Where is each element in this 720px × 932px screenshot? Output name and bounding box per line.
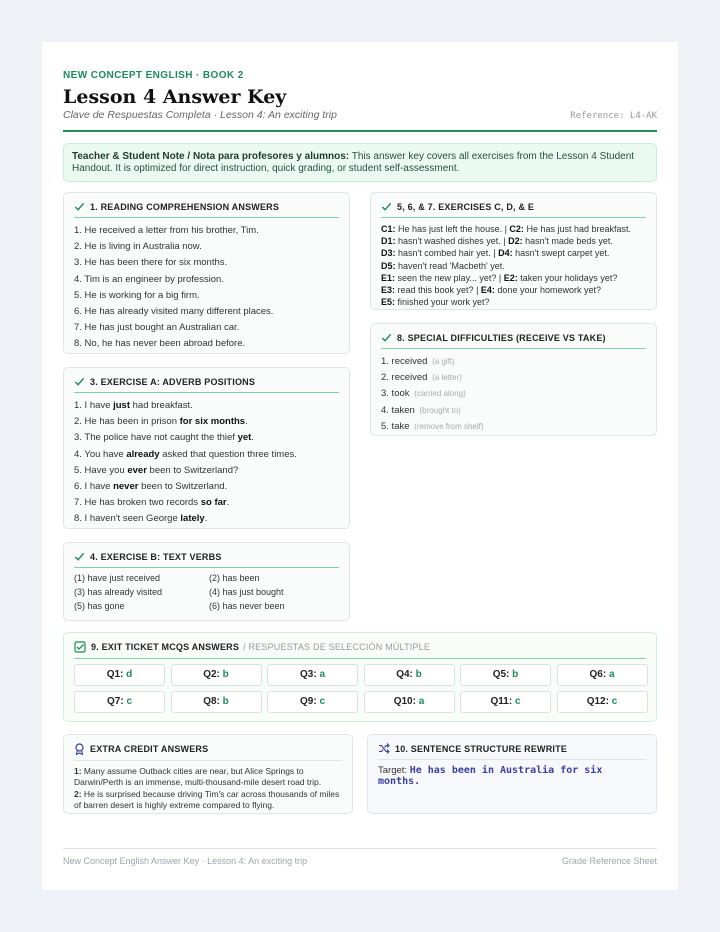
exercise-line (381, 247, 646, 259)
list-item: 3. He has been there for six months. (74, 257, 228, 269)
adverb-highlight: for six months (179, 416, 246, 428)
exercise-line (381, 235, 646, 247)
mcq-question: Q5: (492, 669, 510, 680)
extra-answer (74, 789, 342, 811)
extra-card (63, 734, 353, 814)
mcq-question: Q3: (299, 669, 317, 680)
mcq-answer: a (319, 669, 325, 680)
list-item (74, 479, 339, 495)
reference-code: Reference: L4-AK (570, 111, 657, 121)
difficulties-title: 8. SPECIAL DIFFICULTIES (RECEIVE VS TAKE) (397, 332, 606, 343)
exercise-answer: haven't read 'Macbeth' yet. (395, 260, 505, 271)
footer (63, 856, 657, 866)
extra-key: 1: (74, 766, 82, 776)
list-item (381, 419, 646, 435)
mcq-question: Q12: (586, 696, 609, 707)
mcq-answer-cell (267, 664, 358, 686)
adverb-highlight: lately (180, 513, 205, 525)
exercise-key: E3: (381, 285, 396, 296)
difficulty-note: (brought to) (419, 405, 461, 415)
shuffle-icon (378, 743, 390, 754)
exercise-key: D2: (508, 236, 523, 247)
exercise-key: E2: (503, 272, 518, 283)
difficulty-note: (a gift) (432, 357, 455, 366)
mcq-answer: d (126, 669, 133, 680)
extra-text: He is surprised because driving Tim's car across thousands of miles of barren desert is highly extreme compared to flying. (74, 789, 340, 810)
rewrite-sentence: He has been in Australia for six months. (378, 765, 603, 787)
footer-divider (63, 848, 657, 849)
item-text: been to Switzerland. (138, 480, 228, 492)
adverb-highlight: never (113, 480, 139, 492)
list-item (381, 403, 646, 419)
exercises-title: 5, 6, & 7. EXERCISES C, D, & E (397, 201, 535, 212)
mcq-answer-cell (171, 664, 262, 686)
difficulty-word: 1. received (381, 356, 428, 367)
mcq-question: Q1: (106, 669, 124, 680)
difficulty-note: (a letter) (432, 373, 462, 383)
exercise-answer: read this book yet? | (395, 285, 481, 296)
check-icon (74, 551, 85, 562)
item-text: been to Switzerland? (146, 464, 239, 476)
exercise-key: E1: (381, 272, 396, 283)
exercise-key: D4: (498, 248, 513, 259)
mcq-question: Q10: (393, 696, 416, 707)
mcq-question: Q7: (106, 696, 124, 707)
extra-list (74, 766, 342, 811)
extra-text: Many assume Outback cities are near, but Alice Springs to Darwin/Perth is an immense, multi-thousand-mile desert road trip. (74, 766, 322, 787)
item-text: 4. You have (74, 448, 127, 460)
mcq-answer-cell (460, 691, 551, 713)
verb-answer: (2) has been (209, 573, 260, 583)
checkbox-icon (74, 641, 86, 653)
mcq-answer-cell (557, 664, 648, 686)
answer-key-page (42, 42, 678, 890)
item-text: . (226, 497, 230, 509)
difficulty-word: 3. took (381, 388, 410, 400)
difficulty-word: 5. take (381, 420, 410, 432)
exercise-answer: He has just left the house. | (395, 224, 510, 234)
mcq-answer-cell (74, 664, 165, 686)
list-item: 2. He is living in Australia now. (74, 241, 202, 253)
mcq-answer: b (415, 669, 422, 680)
difficulty-word: 2. received (381, 372, 428, 384)
header-divider (63, 130, 657, 132)
mcq-answer: c (126, 696, 132, 707)
rewrite-label: Target: (378, 765, 410, 776)
mcq-question: Q6: (589, 669, 607, 680)
exercise-answer: hasn't combed hair yet. | (395, 248, 499, 259)
verbs-card (63, 542, 350, 621)
mcq-answer: c (319, 696, 325, 707)
item-text: 6. I have (74, 480, 114, 492)
mcq-answer: b (222, 696, 229, 707)
mcq-subtitle: / RESPUESTAS DE SELECCIÓN MÚLTIPLE (243, 642, 431, 652)
teacher-note-text: This answer key covers all exercises from the Lesson 4 Student Handout. It is optimized for direct instruction, quick grading, or student self-assessment. (72, 151, 635, 174)
check-icon (74, 376, 85, 387)
list-item (74, 398, 339, 414)
award-icon (74, 743, 85, 755)
item-text: 7. He has broken two records (74, 497, 201, 509)
rewrite-title: 10. SENTENCE STRUCTURE REWRITE (395, 743, 568, 754)
exercise-answer: hasn't swept carpet yet. (512, 248, 610, 259)
list-item (74, 414, 339, 430)
adverb-title: 3. EXERCISE A: ADVERB POSITIONS (90, 376, 256, 387)
list-item (74, 430, 339, 446)
rewrite-target (378, 765, 646, 787)
adverb-list (74, 398, 339, 528)
mcq-answer-cell (267, 691, 358, 713)
list-item: 5. He is working for a big firm. (74, 289, 200, 301)
mcq-answer-cell (74, 691, 165, 713)
verb-answer: (4) has just bought (209, 587, 284, 597)
list-item: 6. He has already visited many different places. (74, 305, 274, 317)
mcq-answer: a (608, 669, 615, 680)
exercise-key: E5: (381, 297, 396, 308)
exercise-answer: finished your work yet? (395, 297, 490, 308)
page-title: Lesson 4 Answer Key (63, 86, 287, 108)
adverb-highlight: yet (237, 432, 252, 444)
verb-answer: (6) has never been (209, 601, 285, 611)
check-icon (381, 332, 392, 343)
exercise-answer: hasn't made beds yet. (522, 236, 613, 247)
check-icon (381, 201, 392, 212)
exercise-answer: He has just had breakfast. (523, 224, 631, 234)
extra-key: 2: (74, 789, 82, 799)
exercise-line (381, 296, 646, 308)
extra-answer (74, 766, 342, 788)
list-item: 7. He has just bought an Australian car. (74, 322, 240, 334)
adverb-highlight: already (126, 448, 160, 460)
exercise-lines (381, 223, 646, 308)
list-item (381, 386, 646, 402)
exercise-key: D5: (381, 260, 396, 271)
list-item (74, 495, 339, 511)
mcq-question: Q4: (396, 669, 413, 680)
exercise-line (381, 272, 646, 284)
adverb-highlight: so far (200, 497, 227, 509)
mcq-question: Q2: (203, 669, 220, 680)
reading-title: 1. READING COMPREHENSION ANSWERS (90, 201, 280, 212)
exercise-line (381, 284, 646, 296)
mcq-answer: b (222, 669, 229, 680)
header (63, 70, 657, 121)
mcq-grid (74, 664, 646, 713)
page-subtitle: Clave de Respuestas Completa · Lesson 4: An exciting trip (63, 109, 337, 121)
mcq-question: Q9: (299, 696, 317, 707)
exercise-line (381, 223, 646, 235)
item-text: . (204, 513, 208, 525)
check-icon (74, 201, 85, 212)
extra-title: EXTRA CREDIT ANSWERS (90, 744, 209, 754)
footer-left: New Concept English Answer Key · Lesson 4: An exciting trip (63, 856, 308, 866)
item-text: 2. He has been in prison (74, 416, 180, 428)
mcq-answer-cell (557, 691, 648, 713)
mcq-answer: c (611, 696, 618, 707)
mcq-answer: c (514, 696, 521, 707)
exercise-answer: seen the new play... yet? | (395, 272, 504, 283)
teacher-note-label: Teacher & Student Note / Nota para profesores y alumnos: (72, 151, 350, 162)
mcq-title: 9. EXIT TICKET MCQS ANSWERS (91, 642, 240, 652)
difficulties-card (370, 323, 657, 436)
reading-card (63, 192, 350, 354)
list-item: 4. Tim is an engineer by profession. (74, 273, 224, 285)
difficulty-note: (carried along) (414, 389, 466, 399)
mcq-answer: a (418, 696, 425, 707)
list-item (381, 370, 646, 386)
mcq-question: Q11: (490, 696, 513, 707)
difficulty-note: (remove from shelf) (414, 421, 484, 431)
rewrite-card (367, 734, 657, 814)
difficulty-word: 4. taken (381, 404, 415, 416)
item-text: 8. I haven't seen George (74, 513, 181, 525)
exercise-key: C2: (509, 224, 524, 234)
exercise-key: D1: (381, 236, 396, 247)
footer-right: Grade Reference Sheet (561, 856, 657, 866)
item-text: asked that question three times. (159, 448, 297, 460)
item-text: . (245, 416, 248, 428)
difficulties-list (381, 354, 646, 435)
list-item: 1. He received a letter from his brother, Tim. (74, 225, 259, 236)
mcq-answer-cell (171, 691, 262, 713)
adverb-highlight: ever (127, 464, 147, 476)
list-item (74, 511, 339, 527)
reading-list (74, 223, 339, 353)
item-text: 1. I have (74, 400, 114, 411)
exercises-card (370, 192, 657, 310)
verbs-grid (74, 573, 339, 611)
mcq-answer-cell (364, 691, 455, 713)
teacher-note (63, 143, 657, 182)
verb-answer: (3) has already visited (74, 587, 163, 597)
mcq-question: Q8: (203, 696, 220, 707)
exercise-key: C1: (381, 224, 396, 234)
adverb-card (63, 367, 350, 529)
mcq-answer-cell (460, 664, 551, 686)
exercise-line (381, 260, 646, 272)
list-item (74, 463, 339, 479)
verbs-title: 4. EXERCISE B: TEXT VERBS (90, 551, 222, 562)
item-text: 3. The police have not caught the thief (74, 432, 238, 444)
mcq-answer-cell (364, 664, 455, 686)
list-item: 8. No, he has never been abroad before. (74, 338, 246, 350)
verb-answer: (5) has gone (74, 601, 125, 611)
item-text: . (251, 432, 254, 444)
exercise-key: D3: (381, 248, 396, 259)
adverb-highlight: just (113, 400, 130, 411)
series-eyebrow: NEW CONCEPT ENGLISH · BOOK 2 (63, 70, 244, 81)
exercise-key: E4: (480, 285, 495, 296)
mcq-answer: b (512, 669, 519, 680)
item-text: had breakfast. (129, 400, 193, 411)
list-item (381, 354, 646, 370)
verb-answer: (1) have just received (74, 573, 161, 583)
mcq-card (63, 632, 657, 722)
exercise-answer: done your homework yet? (494, 285, 601, 296)
exercise-answer: taken your holidays yet? (517, 272, 618, 283)
exercise-answer: hasn't washed dishes yet. | (395, 236, 509, 247)
item-text: 5. Have you (74, 464, 128, 476)
list-item (74, 447, 339, 463)
